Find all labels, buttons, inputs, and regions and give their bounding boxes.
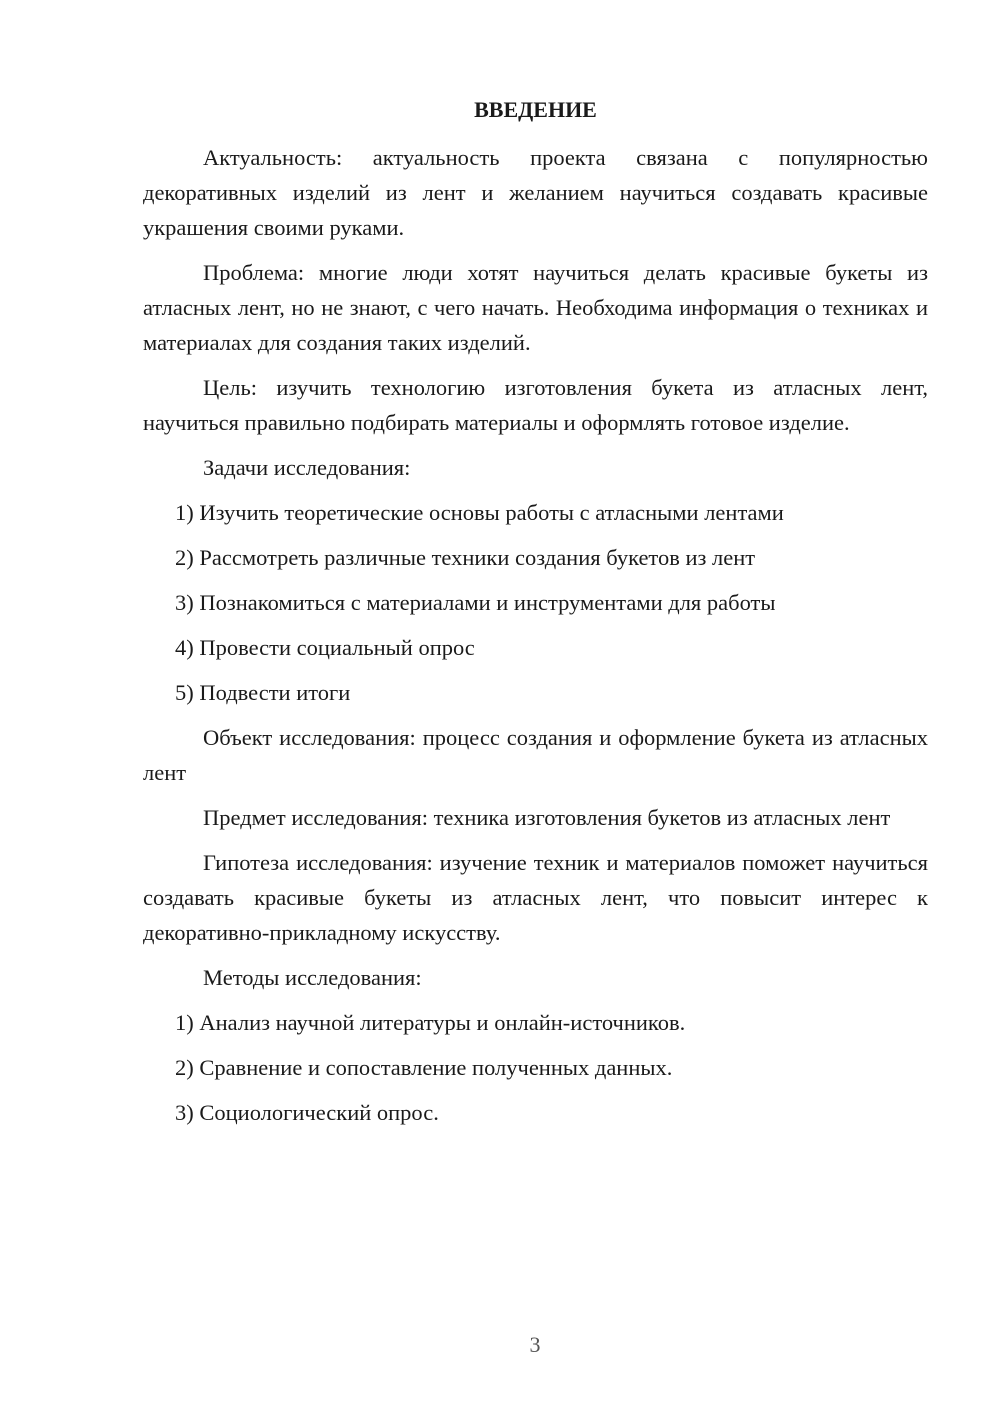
hypothesis-paragraph: Гипотеза исследования: изучение техник и материалов поможет научиться создавать красивые букеты из атласных лент, что повысит интерес к декоративно-прикладному искусству.	[143, 850, 928, 945]
list-item: 4) Провести социальный опрос	[175, 635, 475, 660]
page-title: ВВЕДЕНИЕ	[474, 97, 597, 122]
page-number: 3	[529, 1332, 541, 1357]
tasks-list	[143, 495, 928, 710]
list-item: 3) Социологический опрос.	[175, 1100, 439, 1125]
goal-paragraph: Цель: изучить технологию изготовления букета из атласных лент, научиться правильно подбирать материалы и оформлять готовое изделие.	[143, 375, 928, 435]
tasks-title: Задачи исследования:	[203, 455, 411, 480]
object-paragraph: Объект исследования: процесс создания и оформление букета из атласных лент	[143, 725, 928, 785]
document-page	[143, 96, 928, 1140]
list-item: 3) Познакомиться с материалами и инструментами для работы	[175, 590, 776, 615]
list-item: 1) Изучить теоретические основы работы с атласными лентами	[175, 500, 784, 525]
list-item: 2) Сравнение и сопоставление полученных данных.	[175, 1055, 673, 1080]
list-item: 2) Рассмотреть различные техники создания букетов из лент	[175, 545, 756, 570]
subject-paragraph: Предмет исследования: техника изготовления букетов из атласных лент	[203, 805, 891, 830]
list-item: 1) Анализ научной литературы и онлайн-источников.	[175, 1010, 686, 1035]
methods-list	[143, 1005, 928, 1130]
list-item: 5) Подвести итоги	[175, 680, 351, 705]
problem-paragraph: Проблема: многие люди хотят научиться делать красивые букеты из атласных лент, но не знают, с чего начать. Необходима информация о техниках и материалах для создания таких изделий.	[143, 260, 928, 355]
relevance-paragraph: Актуальность: актуальность проекта связана с популярностью декоративных изделий из лент и желанием научиться создавать красивые украшения своими руками.	[143, 145, 928, 240]
methods-title: Методы исследования:	[203, 965, 422, 990]
